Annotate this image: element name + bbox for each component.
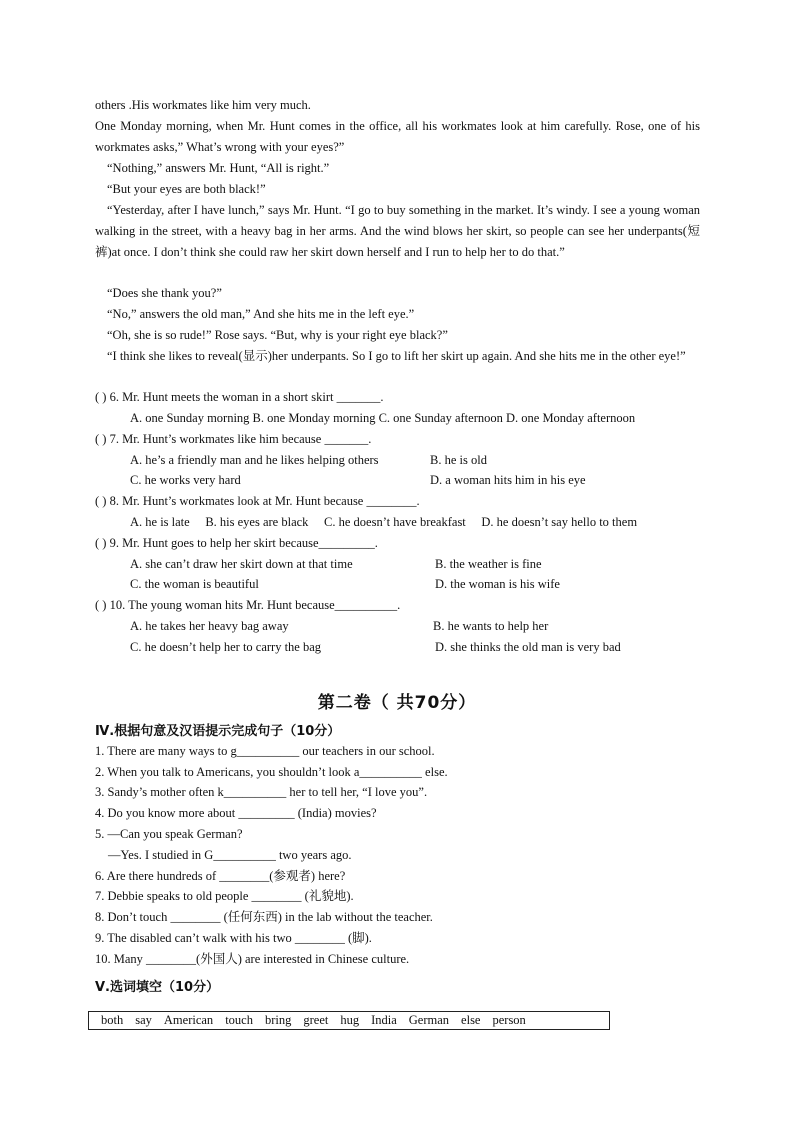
part-4-item-3: 3. Sandy’s mother often k__________ her to tell her, “I love you”. [95,785,428,799]
word-bank-word: greet [303,1013,329,1027]
question-7-option-c: C. he works very hard [130,473,241,487]
part-4-item-6: 6. Are there hundreds of ________(参观者) here? [95,869,346,883]
part-5-heading: Ⅴ.选词填空（10分） [95,980,220,995]
word-bank-word: German [408,1013,450,1027]
word-bank-word: say [135,1013,152,1027]
passage-paragraph-4: “Yesterday, after I have lunch,” says Mr. Hunt. “I go to buy something in the market. It’s windy. I see a young woman walking in the street, with a heavy bag in her arms. And the wind blows her skirt, so people can see her underpants(短裤)at once. I don’t think she could raw her skirt down herself and I run to help her to do that.” [95,203,700,259]
question-7: ( ) 7. Mr. Hunt’s workmates like him because _______. [95,432,372,446]
question-10-option-d: D. she thinks the old man is very bad [435,640,621,654]
question-6: ( ) 6. Mr. Hunt meets the woman in a short skirt _______. [95,390,384,404]
passage-paragraph-6: “No,” answers the old man,” And she hits me in the left eye.” [107,307,415,321]
passage-paragraph-3: “But your eyes are both black!” [107,182,266,196]
part-4-item-5: 5. —Can you speak German? [95,827,243,841]
section-2-title: 第二卷（ 共70分） [317,693,477,713]
part-4-item-10: 10. Many ________(外国人) are interested in Chinese culture. [95,952,410,966]
passage-paragraph-8: “I think she likes to reveal(显示)her underpants. So I go to lift her skirt up again. And she hits me in the other eye!” [107,349,686,363]
question-9-option-b: B. the weather is fine [435,557,542,571]
part-4-heading: Ⅳ.根据句意及汉语提示完成句子（10分） [95,724,341,739]
question-8: ( ) 8. Mr. Hunt’s workmates look at Mr. Hunt because ________. [95,494,420,508]
part-4-item-7: 7. Debbie speaks to old people ________ (礼貌地). [95,889,354,903]
word-bank-word: else [461,1013,481,1027]
question-10: ( ) 10. The young woman hits Mr. Hunt because__________. [95,598,401,612]
passage-line-1: others .His workmates like him very much. [95,98,311,112]
word-bank-box [88,1011,610,1030]
word-bank-word: touch [225,1013,253,1027]
question-7-option-b: B. he is old [430,453,487,467]
part-4-item-8: 8. Don’t touch ________ (任何东西) in the lab without the teacher. [95,910,433,924]
word-bank-word: person [492,1013,526,1027]
question-7-option-a: A. he’s a friendly man and he likes helping others [130,453,379,467]
passage-paragraph-2: “Nothing,” answers Mr. Hunt, “All is right.” [107,161,330,175]
part-4-item-1: 1. There are many ways to g__________ our teachers in our school. [95,744,435,758]
part-4-item-2: 2. When you talk to Americans, you shouldn’t look a__________ else. [95,765,448,779]
word-bank-word: both [101,1013,124,1027]
question-10-option-a: A. he takes her heavy bag away [130,619,289,633]
passage-paragraph-7: “Oh, she is so rude!” Rose says. “But, why is your right eye black?” [107,328,448,342]
part-4-item-5-answer: —Yes. I studied in G__________ two years ago. [108,848,352,862]
passage-paragraph-5: “Does she thank you?” [107,286,222,300]
question-10-option-c: C. he doesn’t help her to carry the bag [130,640,322,654]
question-7-option-d: D. a woman hits him in his eye [430,473,586,487]
question-10-option-b: B. he wants to help her [433,619,549,633]
question-9-option-a: A. she can’t draw her skirt down at that time [130,557,353,571]
word-bank-word: India [371,1013,397,1027]
question-9-option-c: C. the woman is beautiful [130,577,259,591]
part-4-item-9: 9. The disabled can’t walk with his two ________ (脚). [95,931,372,945]
question-8-options: A. he is late B. his eyes are black C. he doesn’t have breakfast D. he doesn’t say hello to them [130,515,638,529]
question-6-options: A. one Sunday morning B. one Monday morning C. one Sunday afternoon D. one Monday afternoon [130,411,636,425]
question-9-option-d: D. the woman is his wife [435,577,560,591]
word-bank-word: hug [340,1013,360,1027]
word-bank-word: bring [264,1013,292,1027]
part-4-item-4: 4. Do you know more about _________ (India) movies? [95,806,377,820]
passage-paragraph-1: One Monday morning, when Mr. Hunt comes in the office, all his workmates look at him carefully. Rose, one of his workmates asks,” What’s wrong with your eyes?” [95,119,700,154]
word-bank-word: American [163,1013,214,1027]
question-9: ( ) 9. Mr. Hunt goes to help her skirt because_________. [95,536,378,550]
